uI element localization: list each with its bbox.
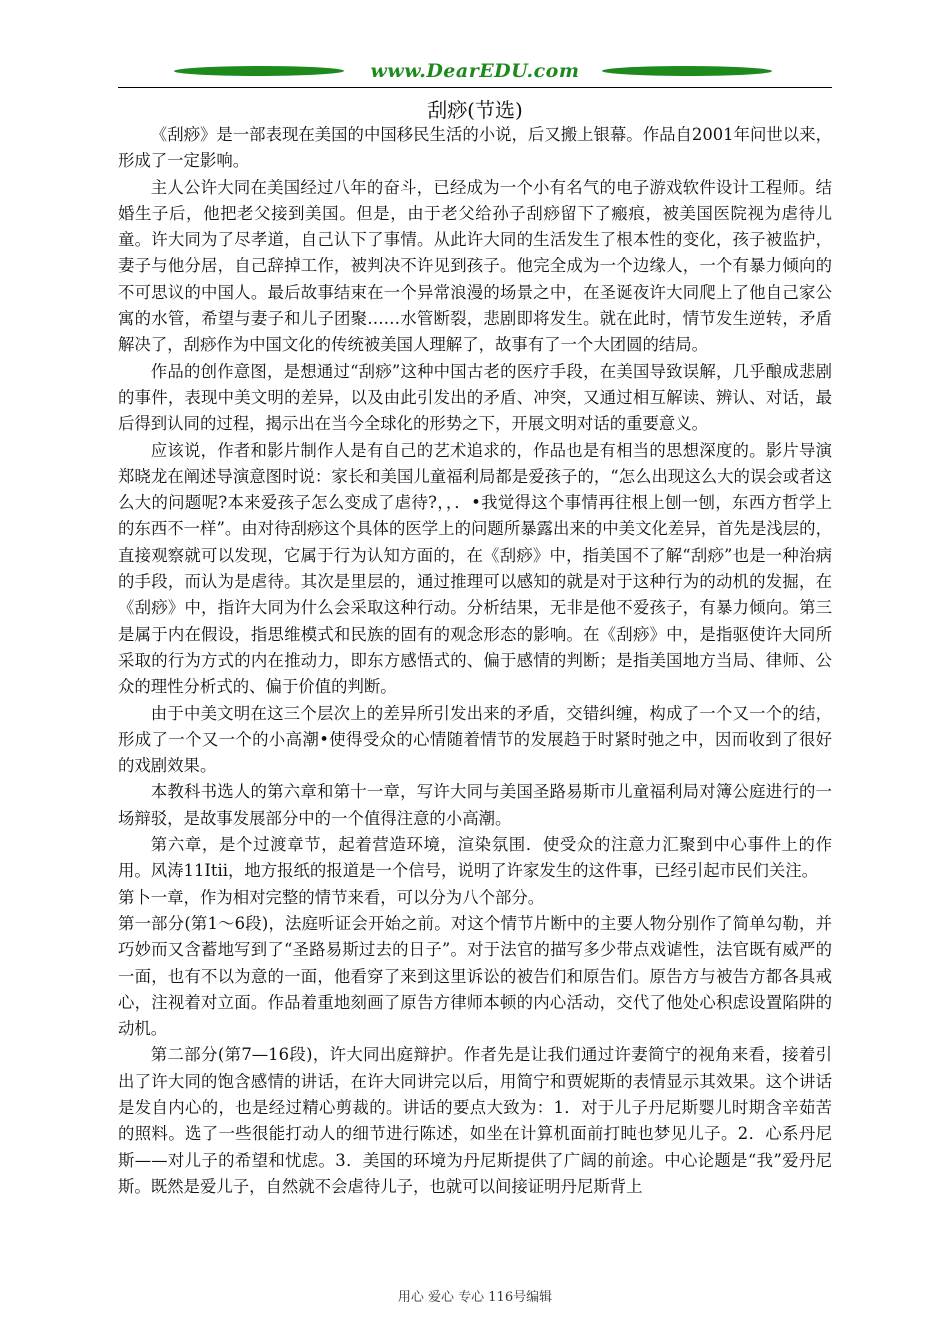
header-rule xyxy=(118,87,832,88)
paragraph: 第六章，是个过渡章节，起着营造环境，渲染氛围．使受众的注意力汇聚到中心事件上的作用。风涛11Itii，地方报纸的报道是一个信号，说明了许家发生的这件事，已经引起市民们关注。 xyxy=(118,835,832,881)
site-logo-text: www.DearEDU.com xyxy=(363,60,588,82)
paragraph: 第一部分(第1～6段)，法庭听证会开始之前。对这个情节片断中的主要人物分别作了简单勾勒，并巧妙而又含蓄地写到了“圣路易斯过去的日子”。对于法官的描写多少带点戏谑性，法官既有威严的一面，也有不以为意的一面，他看穿了来到这里诉讼的被告们和原告们。原告方与被告方都各具戒心，注视着对立面。作品着重地刻画了原告方律师本顿的内心活动，交代了他处心积虑设置陷阱的动机。 xyxy=(118,913,832,1039)
paragraph: 《刮痧》是一部表现在美国的中国移民生活的小说，后又搬上银幕。作品自2001年问世以来，形成了一定影响。 xyxy=(118,125,832,171)
paragraph: 主人公许大同在美国经过八年的奋斗，已经成为一个小有名气的电子游戏软件设计工程师。结婚生子后，他把老父接到美国。但是，由于老父给孙子刮痧留下了瘢痕，被美国医院视为虐待儿童。许大同为了尽孝道，自己认下了事情。从此许大同的生活发生了根本性的变化，孩子被监护，妻子与他分居，自己辞掉工作，被判决不许见到孩子。他完全成为一个边缘人，一个有暴力倾向的不可思议的中国人。最后故事结束在一个异常浪漫的场景之中，在圣诞夜许大同爬上了他自己家公寓的水管，希望与妻子和儿子团聚……水管断裂，悲剧即将发生。就在此时，情节发生逆转，矛盾解决了，刮痧作为中国文化的传统被美国人理解了，故事有了一个大团圆的结局。 xyxy=(118,177,832,355)
paragraph: 由于中美文明在这三个层次上的差异所引发出来的矛盾，交错纠缠，构成了一个又一个的结，形成了一个又一个的小高潮•使得受众的心情随着情节的发展趋于时紧时弛之中，因而收到了很好的戏剧效果。 xyxy=(118,703,832,776)
paragraph: 应该说，作者和影片制作人是有自己的艺术追求的，作品也是有相当的思想深度的。影片导演郑晓龙在阐述导演意图时说：家长和美国儿童福利局都是爱孩子的，“怎么出现这么大的误会或者这么大的问题呢?本来爱孩子怎么变成了虐待?，，．•我觉得这个事情再往根上刨一刨，东西方哲学上的东西不一样”。由对待刮痧这个具体的医学上的问题所暴露出来的中美文化差异，首先是浅层的，直接观察就可以发现，它属于行为认知方面的，在《刮痧》中，指美国不了解“刮痧”也是一种治病的手段，而认为是虐待。其次是里层的，通过推理可以感知的就是对于这种行为的动机的发掘，在《刮痧》中，指许大同为什么会采取这种行动。分析结果，无非是他不爱孩子，有暴力倾向。第三是属于内在假设，指思维模式和民族的固有的观念形态的影响。在《刮痧》中，是指驱使许大同所采取的行为方式的内在推动力，即东方感悟式的、偏于感情的判断；是指美国地方当局、律师、公众的理性分析式的、偏于价值的判断。 xyxy=(118,440,832,697)
paragraph: 第卜一章，作为相对完整的情节来看，可以分为八个部分。 xyxy=(118,887,545,907)
site-logo xyxy=(118,60,832,82)
site-header xyxy=(118,58,832,92)
article-body xyxy=(118,122,832,1200)
paragraph: 第二部分(第7—16段)，许大同出庭辩护。作者先是让我们通过许妻简宁的视角来看，接着引出了许大同的饱含感情的讲话，在许大同讲完以后，用简宁和贾妮斯的表情显示其效果。这个讲话是发自内心的，也是经过精心剪裁的。讲话的要点大致为：1．对于儿子丹尼斯婴儿时期含辛茹苦的照料。选了一些很能打动人的细节进行陈述，如坐在计算机面前打盹也梦见儿子。2．心系丹尼斯——对儿子的希望和忧虑。3．美国的环境为丹尼斯提供了广阔的前途。中心论题是“我”爱丹尼斯。既然是爱儿子，自然就不会虐待儿子，也就可以间接证明丹尼斯背上 xyxy=(118,1045,832,1196)
paragraph: 作品的创作意图，是想通过“刮痧”这种中国古老的医疗手段，在美国导致误解，几乎酿成悲剧的事件，表现中美文明的差异，以及由此引发出的矛盾、冲突，又通过相互解读、辨认、对话，最后得到认同的过程，揭示出在当今全球化的形势之下，开展文明对话的重要意义。 xyxy=(118,361,832,434)
article-title: 刮痧(节选) xyxy=(427,98,523,122)
paragraph: 本教科书选人的第六章和第十一章，写许大同与美国圣路易斯市儿童福利局对簿公庭进行的一场辩驳，是故事发展部分中的一个值得注意的小高潮。 xyxy=(118,782,832,828)
page-footer: 用心 爱心 专心 116号编辑 xyxy=(397,1290,553,1305)
